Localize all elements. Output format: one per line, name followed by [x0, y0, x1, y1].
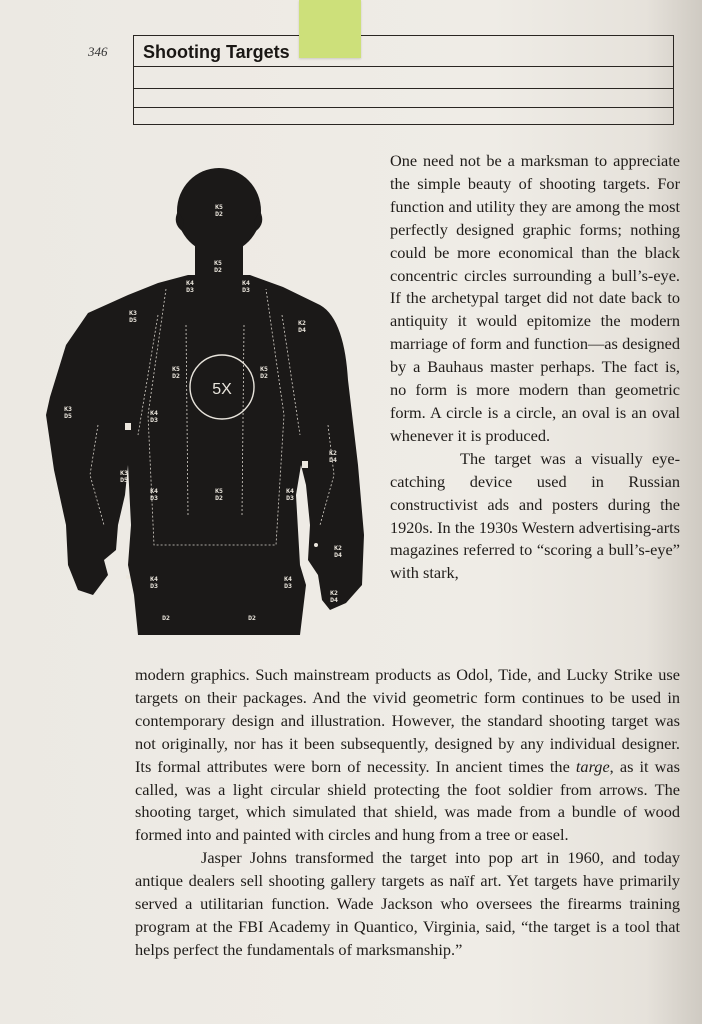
paragraph: One need not be a marksman to appreciate the simple beauty of shooting targets. For function and utility they are among the most perfectly designed graphic forms; nothing could be more economical than the black concentric circles surrounding a bull’s-eye. If the archetypal target did not date back to antiquity it would epitomize the modern marriage of form and function—as designed by a Bauhaus master perhaps. The fact is, no form is more modern than geometric form. A circle is a circle, an oval is an oval whenever it is produced.: [390, 151, 680, 445]
text-column-right: [390, 150, 680, 585]
zone-label: K5 D2: [215, 203, 223, 218]
zone-label: K5 D2: [214, 259, 222, 274]
zone-label: D2: [162, 614, 170, 622]
silhouette-target-illustration: [38, 165, 368, 635]
italic-term: targe: [575, 756, 610, 776]
zone-label: K4 D3: [284, 575, 292, 590]
zone-label: K4 D3: [286, 487, 294, 502]
header-rule: [134, 107, 673, 108]
silhouette-target-figure: [38, 165, 368, 635]
zone-label: K4 D3: [242, 279, 250, 294]
paragraph-text: , as it was called, was a light circular shield protecting the foot soldier from arrows. The shooting target, which simulated that shield, was made from a bundle of wood formed into and painted with circles and hung from a tree or easel.: [135, 756, 680, 845]
zone-label: K2 D4: [334, 544, 342, 559]
text-column-full: [135, 664, 680, 962]
silhouette-shape: [46, 168, 364, 635]
zone-label: K4 D3: [186, 279, 194, 294]
zone-label: K2 D4: [298, 319, 306, 334]
paragraph: [135, 664, 680, 847]
zone-label: K3 D5: [64, 405, 72, 420]
entry-title: Shooting Targets: [143, 42, 290, 62]
zone-label: K4 D3: [150, 575, 158, 590]
zone-label: K2 D4: [330, 589, 338, 604]
zone-label: K5 D2: [260, 365, 268, 380]
header-rule: [134, 66, 673, 67]
center-label: 5X: [212, 381, 232, 398]
sticky-note: [299, 0, 361, 58]
paragraph: The target was a visually eye-catching device used in Russian constructivist ads and posters during the 1920s. In the 1930s Western advertising-arts magazines referred to “scoring a bull’s-eye” with stark,: [390, 448, 680, 583]
paragraph-text: modern graphics. Such mainstream products as Odol, Tide, and Lucky Strike use targets on their packages. And the vivid geometric form continues to be used in contemporary design and illustration. However, the standard shooting target was not originally, nor has it been subsequently, designed by any individual designer. Its formal attributes were born of necessity. In ancient times the: [135, 665, 680, 776]
zone-label: K3 D5: [120, 469, 128, 484]
zone-label: K5 D2: [172, 365, 180, 380]
entry-header-box: [133, 35, 674, 125]
zone-label: K5 D2: [215, 487, 223, 502]
page-number: 346: [88, 44, 108, 59]
zone-label: K4 D3: [150, 409, 158, 424]
paragraph: Jasper Johns transformed the target into pop art in 1960, and today antique dealers sell shooting gallery targets as naïf art. Yet targets have primarily served a utilitarian function. Wade Jackson who oversees the firearms training program at the FBI Academy in Quantico, Virginia, said, “the target is a tool that helps perfect the fundamentals of marksmanship.”: [135, 848, 680, 959]
header-rule: [134, 88, 673, 89]
zone-label: D2: [248, 614, 256, 622]
zone-label: K2 D4: [329, 449, 337, 464]
zone-label: K4 D3: [150, 487, 158, 502]
zone-label: K3 D5: [129, 309, 137, 324]
